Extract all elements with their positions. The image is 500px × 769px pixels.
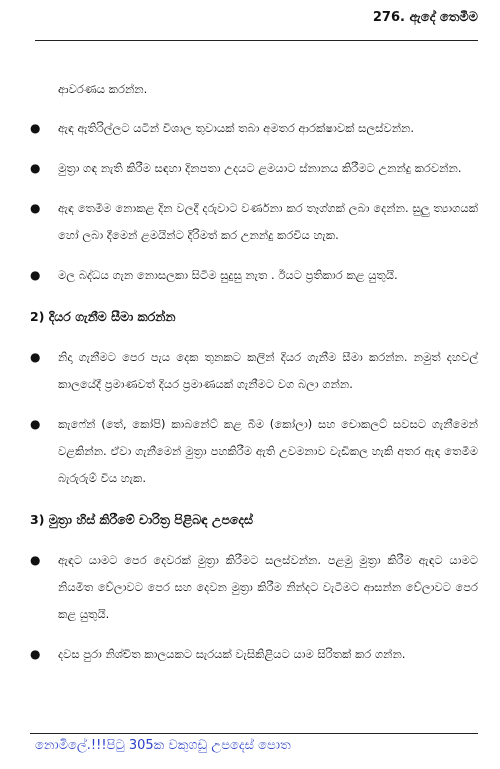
list-item (30, 115, 478, 142)
list-item-text: දවස පුරා නිශ්චිත කාලයකට සැරයක් වැසිකිළියට යාම සිරිතක් කර ගන්න. (58, 647, 406, 661)
header-divider (35, 40, 478, 41)
list-item (30, 195, 478, 249)
bullet-icon: ● (30, 121, 41, 135)
bullet-icon: ● (30, 350, 41, 364)
section-heading: 3) මුත්‍රා හිස් කිරීමේ චාරිත්‍ර පිළිබඳ උපදෙස් (30, 512, 253, 527)
footer-divider (30, 733, 478, 734)
bullet-icon: ● (30, 647, 41, 661)
list-item-text: මල බද්ධය ගැන නොසලකා සිටීම සුදුසු නැත . ඊයට ප්‍රතිකාර කළ යුතුයි. (58, 268, 398, 282)
list-item (30, 155, 478, 182)
list-item (30, 344, 478, 398)
bullet-icon: ● (30, 161, 41, 175)
list-item-text: මුත්‍රා ගඳ නැති කිරීම සඳහා දිනපතා උදයට ළමයාට ස්නානය කිරීමට උනන්දු කරවන්න. (58, 161, 462, 175)
list-item (30, 641, 478, 668)
bullet-icon: ● (30, 268, 41, 282)
list-item-text: කැෆේන් (තේ, කෝපි) කාබනේට් කළ බීම (කෝලා) සහ චොකලට් සවසට ගැනීමෙන් වළකින්න. ඒවා ගැනීමෙන් මුත්‍රා පහකිරීම ඇති උවමනාව වැඩිකල හැකි අතර ඇඳ තෙමීම බැරුරුම් විය හැක. (58, 417, 478, 485)
section-heading: 2) දියර ගැනීම සීමා කරන්න (30, 309, 176, 324)
list-item (30, 411, 478, 492)
list-item-text: ඇඳට යාමට පෙර දෙවරක් මුත්‍රා කිරීමට සලස්වන්න. පළමු මුත්‍රා කිරීම ඇඳට යාමට නියමිත වේලාවට පෙර සහ දෙවන මුත්‍රා කිරීම නින්දට වැටීමට ආසන්න වේලාවට පෙර කළ යුතුයි. (58, 553, 478, 621)
bullet-icon: ● (30, 417, 41, 431)
list-item-text: ඇඳ ඇතිරිල්ලට යටින් විශාල තුවායක් තබා අමතර ආරක්ෂාවක් සලස්වන්න. (58, 121, 415, 135)
list-item (30, 262, 478, 289)
page-content (30, 76, 478, 681)
list-item (30, 547, 478, 628)
footer-text: නොමිලේ.!!!පිටු 305ක වකුගඩු උපදෙස් පොත (35, 738, 291, 753)
list-item-text: ඇඳ තෙමීම නොකළ දින වලදී දරුවාට වර්ණනා කර තෑග්ගක් ලබා දෙන්න. සුලු ත්‍යාගයක් හෝ ලබා දීමෙන් ළමයින්ට දිරිමත් කර උනන්දු කරවිය හැක. (58, 201, 478, 242)
continuation-text: ආවරණය කරන්න. (58, 82, 148, 96)
bullet-icon: ● (30, 553, 41, 567)
list-item-text: නිදා ගැනීමට පෙර පැය දෙක තුනකට කලින් දියර ගැනීම සීමා කරන්න. නමුත් දහවල් කාලයේදී ප්‍රමාණවත් දියර ප්‍රමාණයක් ගැනීමට වග බලා ගන්න. (58, 350, 478, 391)
bullet-icon: ● (30, 201, 41, 215)
page-header: 276. ඇදේ තෙමීම (372, 10, 478, 25)
